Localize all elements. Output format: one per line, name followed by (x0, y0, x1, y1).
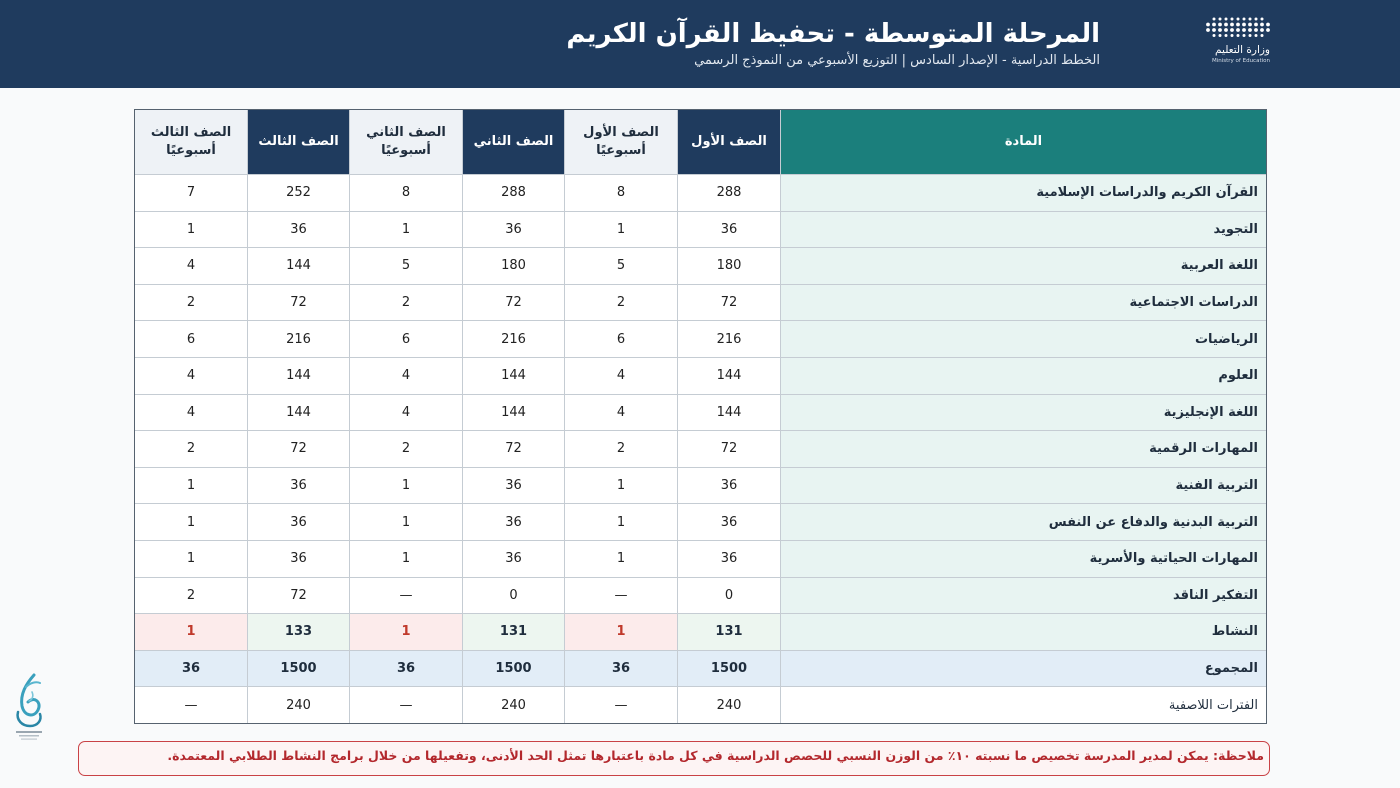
subject-cell: التفكير الناقد (781, 577, 1267, 614)
grade2-total-cell: 72 (463, 284, 565, 321)
grade3-total-cell: 36 (248, 504, 350, 541)
ministry-name-ar: وزارة التعليم (1215, 44, 1270, 56)
header-grade1-weekly (565, 110, 678, 175)
grade3-total-cell: 36 (248, 540, 350, 577)
grade3-weekly-cell: 1 (135, 211, 248, 248)
subject-cell: اللغة العربية (781, 248, 1267, 285)
grade3-total-cell: 144 (248, 394, 350, 431)
grade3-weekly-cell: 2 (135, 431, 248, 468)
grade2-weekly-cell: — (350, 687, 463, 724)
grade2-total-cell: 36 (463, 467, 565, 504)
title-block (300, 16, 1100, 70)
grade3-weekly-cell: 2 (135, 577, 248, 614)
subject-cell: القرآن الكريم والدراسات الإسلامية (781, 175, 1267, 212)
grade2-total-cell: 216 (463, 321, 565, 358)
table-row-quran-islamic-studies (135, 175, 1267, 212)
grade1-weekly-cell: 1 (565, 467, 678, 504)
ministry-logo (1204, 16, 1272, 68)
grade2-total-cell: 0 (463, 577, 565, 614)
subject-cell: التربية البدنية والدفاع عن النفس (781, 504, 1267, 541)
table-row-physical-education (135, 504, 1267, 541)
grade3-weekly-cell: 1 (135, 540, 248, 577)
grade2-total-cell: 72 (463, 431, 565, 468)
grade1-total-cell: 72 (678, 284, 781, 321)
grade2-total-cell: 1500 (463, 650, 565, 687)
grade3-weekly-cell: 4 (135, 394, 248, 431)
grade3-weekly-cell: 6 (135, 321, 248, 358)
grade2-weekly-cell: 1 (350, 614, 463, 651)
note-text: ملاحظة: يمكن لمدير المدرسة تخصيص ما نسبته ١٠٪ من الوزن النسبي للحصص الدراسية في كل مادة باعتبارها تمثل الحد الأدنى، وتفعيلها من خلال برامج النشاط الطلابي المعتمدة. (167, 748, 1264, 763)
grade3-total-cell: 144 (248, 248, 350, 285)
grade2-total-cell: 144 (463, 357, 565, 394)
grade1-total-cell: 240 (678, 687, 781, 724)
grade2-weekly-cell: 4 (350, 357, 463, 394)
grade1-total-cell: 131 (678, 614, 781, 651)
grade3-weekly-cell: 4 (135, 248, 248, 285)
header-grade3-weekly (135, 110, 248, 175)
table-row-tajweed (135, 211, 1267, 248)
grade3-weekly-cell: 1 (135, 467, 248, 504)
grade1-weekly-cell: 6 (565, 321, 678, 358)
grade1-weekly-cell: 1 (565, 504, 678, 541)
table-row-digital-skills (135, 431, 1267, 468)
subject-cell: اللغة الإنجليزية (781, 394, 1267, 431)
grade2-total-cell: 36 (463, 504, 565, 541)
grade2-weekly-cell: 5 (350, 248, 463, 285)
grade2-weekly-cell: 8 (350, 175, 463, 212)
table-header-row (135, 110, 1267, 175)
grade1-total-cell: 0 (678, 577, 781, 614)
grade3-total-cell: 72 (248, 284, 350, 321)
grade2-weekly-cell: 1 (350, 467, 463, 504)
table-row-math (135, 321, 1267, 358)
grade1-weekly-cell: 4 (565, 394, 678, 431)
header-bar (0, 0, 1400, 88)
grade3-total-cell: 36 (248, 211, 350, 248)
grade2-weekly-cell: 4 (350, 394, 463, 431)
table-body (135, 175, 1267, 724)
grade2-total-cell: 131 (463, 614, 565, 651)
subject-cell: الرياضيات (781, 321, 1267, 358)
grade1-total-cell: 72 (678, 431, 781, 468)
grade1-weekly-cell: — (565, 687, 678, 724)
grade3-weekly-cell: 1 (135, 614, 248, 651)
grade2-total-cell: 36 (463, 540, 565, 577)
header-grade2-weekly-line1: الصف الثاني (366, 125, 446, 140)
grade1-total-cell: 144 (678, 357, 781, 394)
school-logo (12, 672, 46, 744)
subject-cell: الفترات اللاصفية (781, 687, 1267, 724)
grade3-weekly-cell: — (135, 687, 248, 724)
grade3-total-cell: 1500 (248, 650, 350, 687)
table-row-extracurricular (135, 687, 1267, 724)
table-row-life-skills (135, 540, 1267, 577)
grade3-weekly-cell: 1 (135, 504, 248, 541)
grade2-weekly-cell: 1 (350, 540, 463, 577)
header-grade3-weekly-line1: الصف الثالث (150, 125, 232, 140)
table-row-total (135, 650, 1267, 687)
table-row-art (135, 467, 1267, 504)
grade1-total-cell: 216 (678, 321, 781, 358)
grade1-weekly-cell: 2 (565, 284, 678, 321)
grade3-weekly-cell: 2 (135, 284, 248, 321)
note-box (78, 741, 1270, 776)
grade3-weekly-cell: 7 (135, 175, 248, 212)
grade1-total-cell: 288 (678, 175, 781, 212)
grade1-weekly-cell: 4 (565, 357, 678, 394)
header-grade3-weekly-line2: أسبوعيًا (166, 143, 216, 158)
grade1-weekly-cell: 2 (565, 431, 678, 468)
subject-cell: التربية الفنية (781, 467, 1267, 504)
grade2-total-cell: 240 (463, 687, 565, 724)
grade2-weekly-cell: 36 (350, 650, 463, 687)
moe-dots-logo-icon (1205, 16, 1271, 39)
grade1-total-cell: 144 (678, 394, 781, 431)
subject-cell: الدراسات الاجتماعية (781, 284, 1267, 321)
grade3-total-cell: 36 (248, 467, 350, 504)
grade3-total-cell: 240 (248, 687, 350, 724)
subject-cell: التجويد (781, 211, 1267, 248)
grade3-total-cell: 216 (248, 321, 350, 358)
grade1-total-cell: 36 (678, 211, 781, 248)
grade3-total-cell: 133 (248, 614, 350, 651)
grade1-weekly-cell: 36 (565, 650, 678, 687)
grade1-total-cell: 36 (678, 467, 781, 504)
grade2-total-cell: 144 (463, 394, 565, 431)
header-grade3: الصف الثالث (248, 110, 350, 175)
table-row-arabic (135, 248, 1267, 285)
grade1-total-cell: 36 (678, 504, 781, 541)
grade1-weekly-cell: 5 (565, 248, 678, 285)
grade2-weekly-cell: 2 (350, 284, 463, 321)
subject-cell: المهارات الحياتية والأسرية (781, 540, 1267, 577)
grade1-weekly-cell: 1 (565, 614, 678, 651)
header-grade1: الصف الأول (678, 110, 781, 175)
header-subject: المادة (781, 110, 1267, 175)
table-row-activity (135, 614, 1267, 651)
header-grade1-weekly-line2: أسبوعيًا (596, 143, 646, 158)
curriculum-table (134, 109, 1267, 724)
table-row-english (135, 394, 1267, 431)
table-row-social-studies (135, 284, 1267, 321)
table-head (135, 110, 1267, 175)
grade2-total-cell: 180 (463, 248, 565, 285)
subject-cell: العلوم (781, 357, 1267, 394)
grade3-weekly-cell: 4 (135, 357, 248, 394)
grade1-weekly-cell: 1 (565, 540, 678, 577)
header-grade2: الصف الثاني (463, 110, 565, 175)
ministry-name-en: Ministry of Education (1211, 58, 1270, 64)
page-title: المرحلة المتوسطة - تحفيظ القرآن الكريم (566, 19, 1100, 49)
header-grade1-weekly-line1: الصف الأول (583, 125, 659, 140)
table-row-science (135, 357, 1267, 394)
grade1-total-cell: 180 (678, 248, 781, 285)
grade2-total-cell: 36 (463, 211, 565, 248)
grade2-weekly-cell: 6 (350, 321, 463, 358)
subject-cell: المجموع (781, 650, 1267, 687)
grade2-weekly-cell: — (350, 577, 463, 614)
grade2-weekly-cell: 1 (350, 504, 463, 541)
page-subtitle: الخطط الدراسية - الإصدار السادس | التوزيع الأسبوعي من النموذج الرسمي (694, 53, 1100, 68)
table-row-critical-thinking (135, 577, 1267, 614)
grade3-total-cell: 72 (248, 577, 350, 614)
grade1-total-cell: 36 (678, 540, 781, 577)
grade1-weekly-cell: 1 (565, 211, 678, 248)
subject-cell: النشاط (781, 614, 1267, 651)
grade2-total-cell: 288 (463, 175, 565, 212)
grade3-total-cell: 72 (248, 431, 350, 468)
grade1-total-cell: 1500 (678, 650, 781, 687)
grade2-weekly-cell: 2 (350, 431, 463, 468)
grade1-weekly-cell: 8 (565, 175, 678, 212)
grade2-weekly-cell: 1 (350, 211, 463, 248)
grade3-total-cell: 144 (248, 357, 350, 394)
header-grade2-weekly-line2: أسبوعيًا (381, 143, 431, 158)
grade1-weekly-cell: — (565, 577, 678, 614)
calligraphy-logo-icon (12, 672, 46, 744)
subject-cell: المهارات الرقمية (781, 431, 1267, 468)
grade3-total-cell: 252 (248, 175, 350, 212)
grade3-weekly-cell: 36 (135, 650, 248, 687)
header-grade2-weekly (350, 110, 463, 175)
